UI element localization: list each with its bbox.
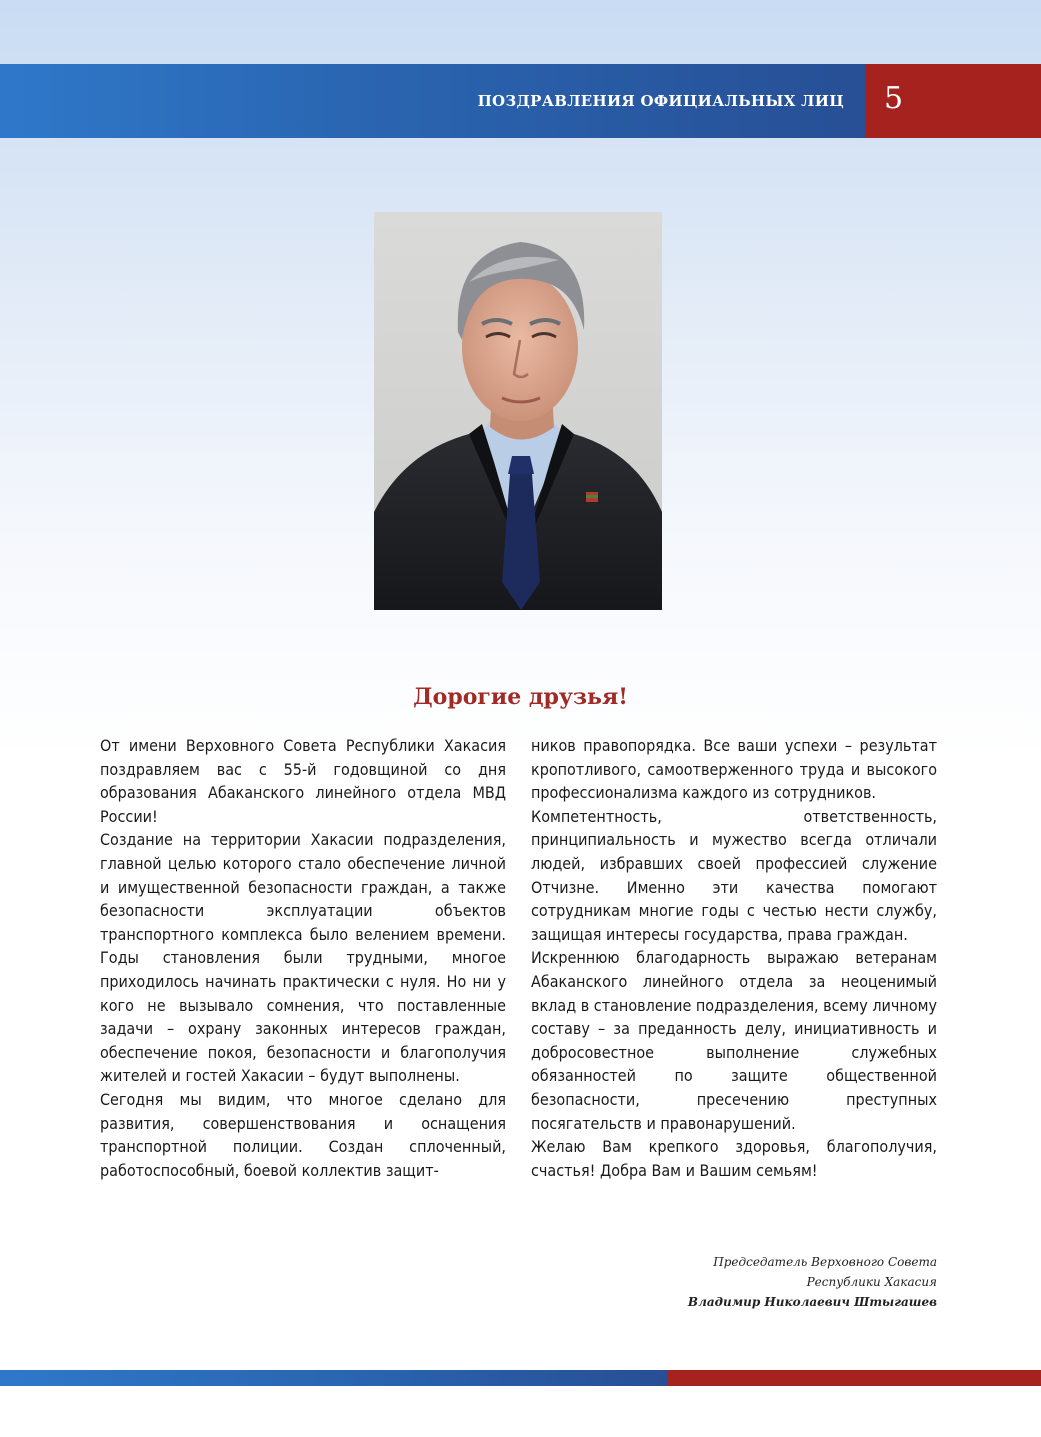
paragraph: Желаю Вам крепкого здоровья, благополучия, счастья! Добра Вам и Вашим семьям! — [531, 1137, 937, 1180]
signature-organization: Республики Хакасия — [806, 1275, 937, 1289]
footer-band-blue — [0, 1370, 668, 1386]
header-band — [0, 64, 866, 138]
page-number: 5 — [884, 81, 904, 116]
section-title: ПОЗДРАВЛЕНИЯ ОФИЦИАЛЬНЫХ ЛИЦ — [477, 92, 844, 110]
article-column-left — [100, 734, 506, 1182]
paragraph: Сегодня мы видим, что многое сделано для развития, совершенствования и оснащения транспортной полиции. Создан сплоченный, работоспособный, боевой коллектив защит- — [100, 1089, 506, 1180]
page-number-box — [866, 64, 1041, 138]
portrait-illustration — [374, 212, 662, 610]
paragraph: От имени Верховного Совета Республики Хакасия поздравляем вас с 55-й годовщиной со дня образования Абаканского линейного отдела МВД России! — [100, 736, 506, 826]
signature-block — [688, 1252, 937, 1312]
paragraph: Компетентность, ответственность, принципиальность и мужество всегда отличали людей, избравших своей профессией служение Отчизне. Именно эти качества помогают сотрудникам многие годы с честью нести службу, защищая интересы государства, права граждан. — [531, 806, 937, 944]
paragraph: ников правопорядка. Все ваши успехи – результат кропотливого, самоотверженного труда и высокого профессионализма каждого из сотрудников. — [531, 736, 937, 803]
portrait-photo — [374, 212, 662, 610]
paragraph: Искреннюю благодарность выражаю ветеранам Абаканского линейного отдела за неоценимый вклад в становление подразделения, всему личному составу – за преданность делу, инициативность и добросовестное выполнение служебных обязанностей по защите общественной безопасности, пресечению преступных посягательств и правонарушений. — [531, 948, 937, 1133]
greeting-heading: Дорогие друзья! — [413, 684, 628, 710]
signature-name: Владимир Николаевич Штыгашев — [687, 1295, 937, 1309]
article-column-right — [531, 734, 937, 1182]
footer-band-red — [668, 1370, 1041, 1386]
paragraph: Создание на территории Хакасии подразделения, главной целью которого стало обеспечение личной и имущественной безопасности граждан, а также безопасности эксплуатации объектов транспортного комплекса было велением времени. Годы становления были трудными, многое приходилось начинать практически с нуля. Но ни у кого не вызывало сомнения, что поставленные задачи – охрану законных интересов граждан, обеспечение покоя, безопасности и благополучия жителей и гостей Хакасии – будут выполнены. — [100, 830, 506, 1086]
signature-title: Председатель Верховного Совета — [713, 1255, 937, 1269]
